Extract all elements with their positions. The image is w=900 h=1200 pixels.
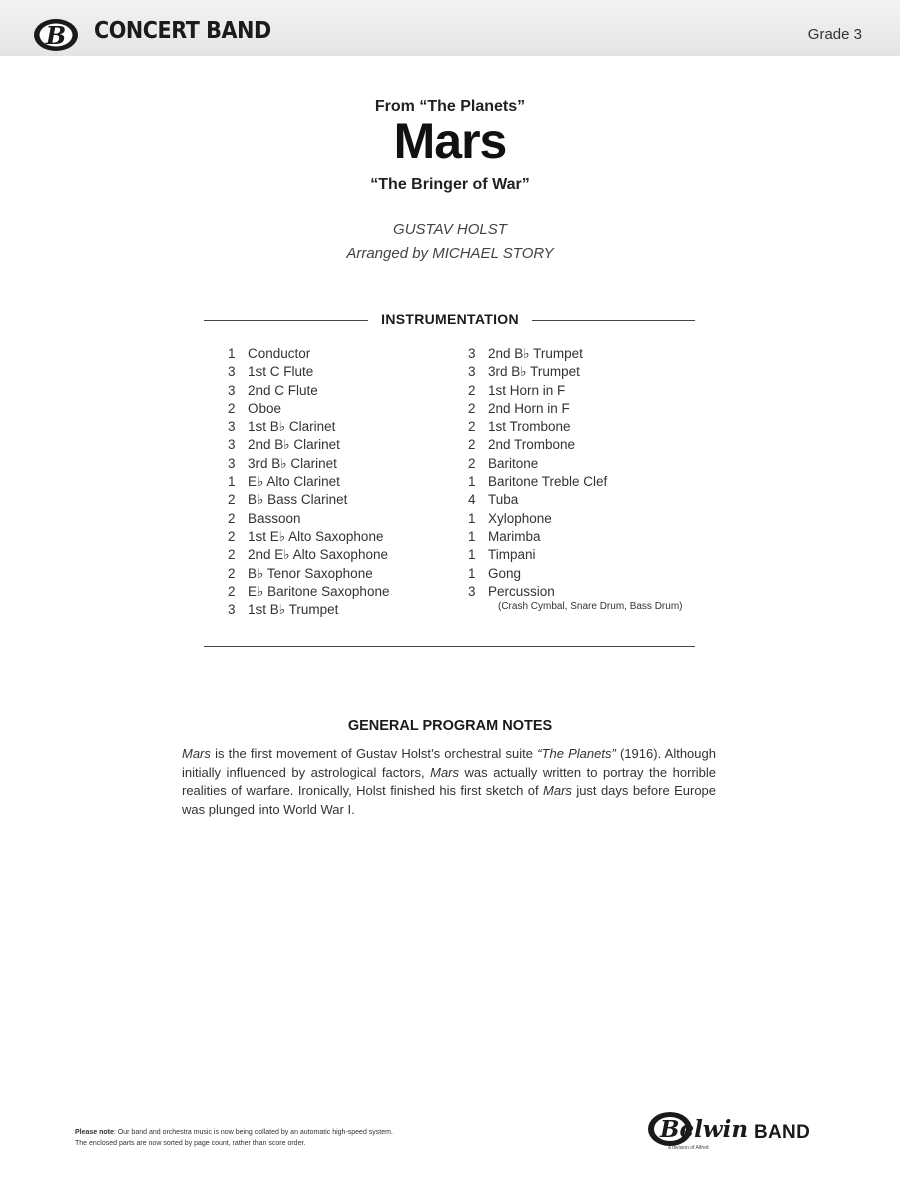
instrument-quantity: 3 — [468, 583, 476, 599]
instrument-quantity: 1 — [468, 565, 476, 581]
instrument-row — [468, 436, 607, 454]
instrument-quantity: 1 — [468, 474, 476, 490]
instrument-name: 1st E♭ Alto Saxophone — [248, 528, 384, 544]
instrument-row — [228, 345, 389, 363]
instrument-quantity: 2 — [468, 419, 476, 435]
instrument-quantity: 3 — [228, 419, 236, 435]
instrument-row — [228, 363, 389, 381]
instrument-row — [468, 583, 607, 601]
instrument-row — [468, 510, 607, 528]
instrument-name: Oboe — [248, 400, 282, 416]
instrument-name: 1st Horn in F — [488, 382, 566, 398]
instrument-row — [228, 528, 389, 546]
instrument-row — [228, 583, 389, 601]
instrument-row — [228, 436, 389, 454]
instrument-quantity: 2 — [228, 510, 236, 526]
notes-text: was actually written to portray the horrible realities of warfare. Ironically, Holst finished his first sketch of — [182, 764, 717, 798]
instrument-quantity: 3 — [228, 602, 236, 618]
svg-text:B: B — [45, 21, 67, 50]
instrument-row — [228, 455, 389, 473]
piece-title: Mars — [393, 113, 507, 169]
instrument-row — [468, 418, 607, 436]
instrument-row — [228, 473, 389, 491]
page-header — [0, 0, 900, 56]
instrument-name: Gong — [488, 565, 522, 581]
belwin-b-logo-icon — [32, 14, 80, 54]
instrument-row — [228, 546, 389, 564]
instrument-name: 2nd Horn in F — [488, 400, 570, 416]
instrument-row — [468, 491, 607, 509]
collation-footnote — [75, 1127, 555, 1149]
instrument-quantity: 2 — [228, 583, 236, 599]
instrument-row — [228, 510, 389, 528]
arranger: Arranged by MICHAEL STORY — [346, 245, 554, 262]
instrument-list-right — [468, 345, 607, 601]
instrument-name: 2nd B♭ Clarinet — [248, 437, 340, 453]
notes-text: is the first movement of Gustav Holst’s orchestral suite — [210, 746, 538, 761]
instrument-name: Conductor — [248, 346, 311, 361]
instrument-quantity: 2 — [468, 437, 476, 453]
instrument-row — [468, 400, 607, 418]
instrument-name: E♭ Baritone Saxophone — [248, 583, 390, 599]
notes-text: just days before Europe was plunged into World War I. — [182, 783, 717, 817]
series-title: CONCERT BAND — [94, 18, 271, 44]
instrument-quantity: 3 — [468, 346, 476, 361]
instrument-name: Tuba — [488, 492, 519, 508]
belwin-band-logo — [646, 1108, 836, 1156]
instrument-quantity: 3 — [468, 364, 476, 380]
instrument-row — [468, 546, 607, 564]
instrument-row — [468, 473, 607, 491]
instrument-name: 1st B♭ Clarinet — [248, 419, 336, 435]
piece-subtitle: “The Bringer of War” — [370, 176, 530, 193]
instrument-list-left — [228, 345, 389, 619]
instrument-quantity: 2 — [468, 400, 476, 416]
brand-word: BAND — [754, 1122, 811, 1143]
instrument-name: Percussion — [488, 583, 555, 599]
instrument-row — [468, 455, 607, 473]
instrument-quantity: 1 — [468, 547, 476, 563]
italic-title-text: Mars — [543, 783, 572, 798]
instrument-row — [228, 382, 389, 400]
instrument-quantity: 2 — [228, 547, 236, 563]
instrument-name: Timpani — [488, 547, 536, 563]
instrument-row — [228, 418, 389, 436]
instrument-quantity: 3 — [228, 437, 236, 453]
instrument-quantity: 2 — [228, 528, 236, 544]
from-line: From “The Planets” — [374, 98, 526, 115]
instrument-quantity: 1 — [468, 510, 476, 526]
heading-rule-right — [532, 320, 695, 321]
composer: GUSTAV HOLST — [393, 221, 507, 238]
instrument-row — [468, 382, 607, 400]
instrument-name: Baritone Treble Clef — [488, 474, 608, 490]
instrument-name: Marimba — [488, 528, 541, 544]
instrument-name: Bassoon — [248, 510, 301, 526]
brand-subline: a division of Alfred — [668, 1145, 709, 1151]
instrument-row — [228, 491, 389, 509]
instrument-name: 2nd Trombone — [488, 437, 576, 453]
instrument-quantity: 3 — [228, 364, 236, 380]
program-notes-heading: GENERAL PROGRAM NOTES — [347, 718, 553, 734]
instrument-row — [228, 400, 389, 418]
italic-title-text: Mars — [182, 746, 211, 761]
instrument-name: Xylophone — [488, 510, 552, 526]
instrument-quantity: 3 — [228, 455, 236, 471]
italic-title-text: “The Planets” — [537, 746, 616, 761]
instrument-quantity: 2 — [468, 382, 476, 398]
instrument-row — [228, 601, 389, 619]
instrument-row — [468, 363, 607, 381]
percussion-note: (Crash Cymbal, Snare Drum, Bass Drum) — [498, 601, 683, 612]
instrument-name: 1st Trombone — [488, 419, 571, 435]
instrument-name: B♭ Bass Clarinet — [248, 492, 348, 508]
instrument-quantity: 2 — [228, 565, 236, 581]
instrument-name: 1st B♭ Trumpet — [248, 602, 339, 618]
instrument-name: E♭ Alto Clarinet — [248, 474, 340, 490]
instrumentation-bottom-rule — [204, 646, 695, 647]
instrument-name: 1st C Flute — [248, 364, 314, 380]
instrument-quantity: 2 — [228, 492, 236, 508]
instrument-row — [468, 565, 607, 583]
instrument-name: 2nd B♭ Trumpet — [488, 346, 583, 361]
instrument-row — [468, 528, 607, 546]
instrument-quantity: 2 — [468, 455, 476, 471]
instrumentation-heading: INSTRUMENTATION — [381, 311, 519, 327]
program-notes-body — [182, 745, 716, 819]
instrument-row — [228, 565, 389, 583]
instrument-name: 3rd B♭ Trumpet — [488, 364, 580, 380]
heading-rule-left — [204, 320, 368, 321]
instrument-quantity: 1 — [468, 528, 476, 544]
svg-text:Belwin: Belwin — [660, 1116, 749, 1143]
footnote-label: Please note — [75, 1129, 114, 1136]
instrument-name: B♭ Tenor Saxophone — [248, 565, 373, 581]
instrument-name: 2nd E♭ Alto Saxophone — [248, 547, 388, 563]
footnote-text: : Our band and orchestra music is now being collated by an automatic high-speed system. — [113, 1129, 393, 1136]
instrument-row — [468, 345, 607, 363]
instrument-quantity: 4 — [468, 492, 476, 508]
italic-title-text: Mars — [430, 764, 459, 780]
footnote-text-2: The enclosed parts are now sorted by page count, rather than score order. — [75, 1140, 306, 1147]
notes-text: (1916). Although initially influenced by astrological factors, — [182, 746, 716, 780]
instrument-quantity: 1 — [228, 346, 236, 361]
instrument-quantity: 1 — [228, 474, 236, 490]
grade-label: Grade 3 — [807, 26, 862, 43]
instrument-name: Baritone — [488, 455, 539, 471]
instrument-name: 3rd B♭ Clarinet — [248, 455, 337, 471]
instrument-quantity: 3 — [228, 382, 236, 398]
instrument-quantity: 2 — [228, 400, 236, 416]
instrument-name: 2nd C Flute — [248, 382, 318, 398]
